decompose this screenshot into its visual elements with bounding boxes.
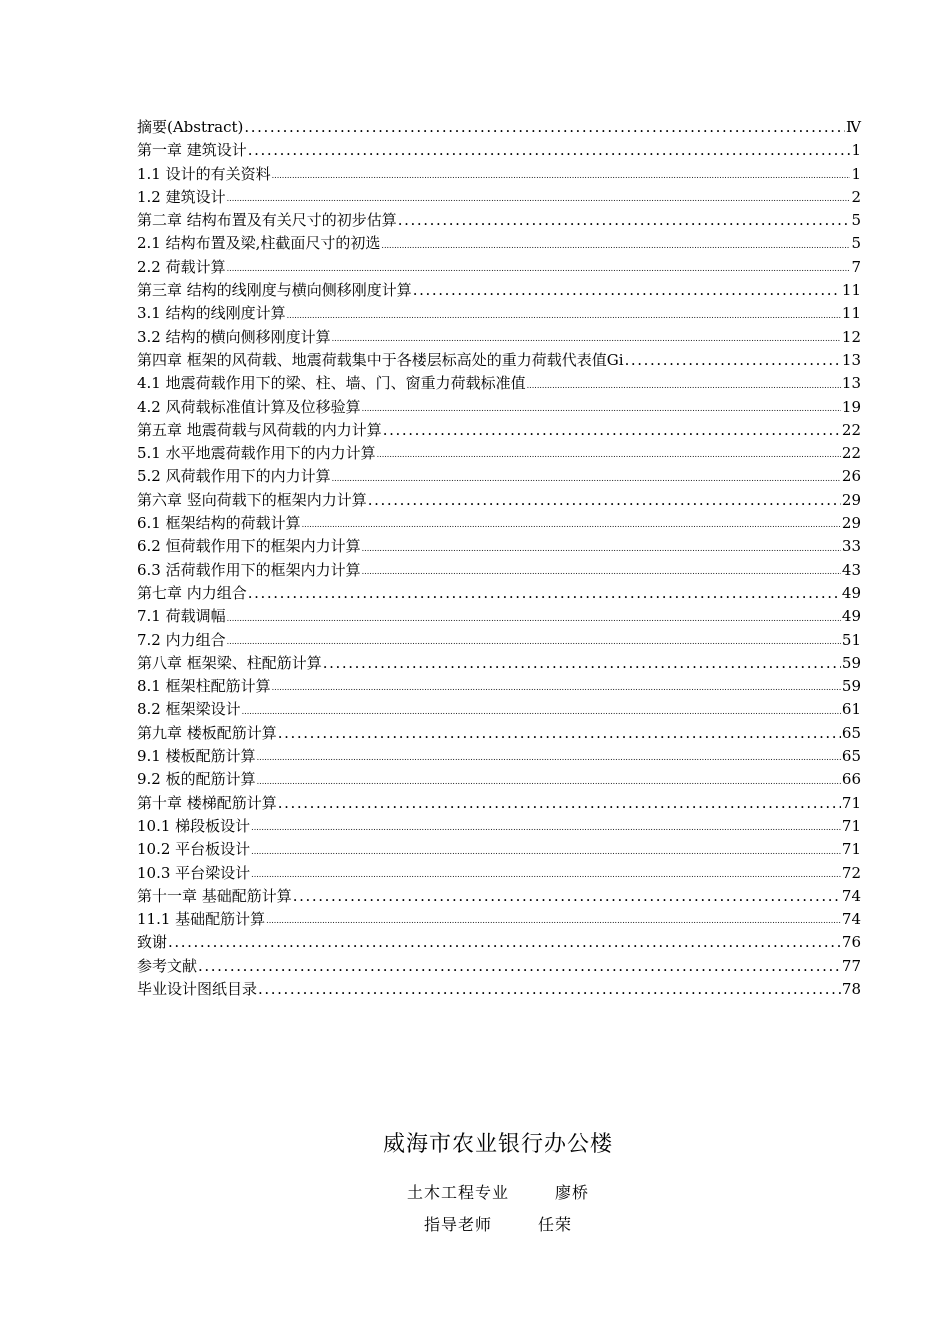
toc-entry[interactable] bbox=[137, 419, 861, 442]
document-title: 威海市农业银行办公楼 bbox=[382, 1132, 613, 1157]
toc-entry[interactable] bbox=[137, 279, 861, 302]
toc-dot-leader bbox=[168, 931, 841, 954]
toc-entry-page: 49 bbox=[841, 607, 861, 626]
toc-dot-leader bbox=[383, 419, 841, 442]
toc-entry-page: 65 bbox=[841, 723, 861, 742]
toc-dot-leader bbox=[251, 842, 841, 862]
toc-dot-leader bbox=[527, 376, 841, 396]
toc-dot-leader bbox=[227, 189, 851, 209]
toc-entry-page: 66 bbox=[841, 770, 861, 789]
toc-entry-title: 10.1 梯段板设计 bbox=[137, 816, 251, 835]
toc-entry-title: 3.2 结构的横向侧移刚度计算 bbox=[137, 327, 331, 346]
toc-entry-title: 5.2 风荷载作用下的内力计算 bbox=[137, 467, 331, 486]
toc-entry-title: 毕业设计图纸目录 bbox=[137, 979, 258, 998]
toc-entry-title: 第一章 建筑设计 bbox=[137, 141, 247, 160]
toc-dot-leader bbox=[244, 116, 845, 139]
toc-entry-page: 7 bbox=[851, 257, 861, 276]
toc-dot-leader bbox=[323, 652, 841, 675]
toc-dot-leader bbox=[257, 772, 841, 792]
toc-entry[interactable] bbox=[137, 675, 861, 698]
toc-entry-page: 51 bbox=[841, 630, 861, 649]
toc-entry-title: 6.3 活荷载作用下的框架内力计算 bbox=[137, 560, 361, 579]
toc-entry-page: 22 bbox=[841, 444, 861, 463]
toc-entry-page: 74 bbox=[841, 886, 861, 905]
toc-entry[interactable] bbox=[137, 955, 861, 978]
toc-entry-title: 4.2 风荷载标准值计算及位移验算 bbox=[137, 397, 361, 416]
toc-entry-title: 8.1 框架柱配筋计算 bbox=[137, 677, 271, 696]
toc-entry-title: 第五章 地震荷载与风荷载的内力计算 bbox=[137, 420, 382, 439]
toc-entry-page: 12 bbox=[841, 327, 861, 346]
toc-entry-title: 7.2 内力组合 bbox=[137, 630, 226, 649]
toc-entry-title: 第十章 楼梯配筋计算 bbox=[137, 793, 277, 812]
toc-entry-page: 1 bbox=[851, 164, 861, 183]
toc-entry-title: 参考文献 bbox=[137, 956, 198, 975]
toc-entry-page: 5 bbox=[851, 234, 861, 253]
toc-entry[interactable] bbox=[137, 885, 861, 908]
toc-entry[interactable] bbox=[137, 582, 861, 605]
toc-entry-title: 摘要(Abstract) bbox=[137, 118, 244, 136]
toc-entry-page: Ⅳ bbox=[846, 118, 861, 136]
toc-entry-page: 2 bbox=[851, 187, 861, 206]
toc-entry-title: 6.2 恒荷载作用下的框架内力计算 bbox=[137, 537, 361, 556]
toc-entry-page: 78 bbox=[841, 979, 861, 998]
toc-entry[interactable] bbox=[137, 186, 861, 209]
toc-entry[interactable] bbox=[137, 605, 861, 628]
toc-entry-title: 3.1 结构的线刚度计算 bbox=[137, 304, 286, 323]
advisor-name: 任荣 bbox=[538, 1215, 573, 1234]
toc-entry[interactable] bbox=[137, 768, 861, 791]
toc-entry-title: 5.1 水平地震荷载作用下的内力计算 bbox=[137, 444, 376, 463]
toc-entry-page: 71 bbox=[841, 840, 861, 859]
toc-dot-leader bbox=[242, 702, 841, 722]
toc-entry-page: 13 bbox=[841, 374, 861, 393]
toc-entry-title: 第二章 结构布置及有关尺寸的初步估算 bbox=[137, 211, 397, 230]
toc-dot-leader bbox=[248, 582, 841, 605]
toc-entry[interactable] bbox=[137, 792, 861, 815]
toc-entry-page: 71 bbox=[841, 816, 861, 835]
toc-entry-page: 76 bbox=[841, 933, 861, 952]
toc-entry[interactable] bbox=[137, 652, 861, 675]
author-major: 土木工程专业 bbox=[406, 1183, 509, 1202]
toc-entry-title: 第八章 框架梁、柱配筋计算 bbox=[137, 653, 322, 672]
toc-entry-page: 11 bbox=[841, 281, 861, 300]
toc-entry[interactable] bbox=[137, 349, 861, 372]
toc-dot-leader bbox=[287, 306, 841, 326]
toc-entry[interactable] bbox=[137, 163, 861, 186]
toc-entry-title: 致谢 bbox=[137, 933, 168, 952]
toc-entry[interactable] bbox=[137, 465, 861, 488]
toc-entry-title: 第六章 竖向荷载下的框架内力计算 bbox=[137, 490, 367, 509]
toc-entry[interactable] bbox=[137, 116, 861, 139]
toc-entry-title: 4.1 地震荷载作用下的梁、柱、墙、门、窗重力荷载标准值 bbox=[137, 374, 526, 393]
toc-dot-leader bbox=[251, 818, 841, 838]
advisor-line bbox=[0, 1212, 950, 1235]
toc-entry-title: 9.2 板的配筋计算 bbox=[137, 770, 256, 789]
toc-entry-page: 26 bbox=[841, 467, 861, 486]
toc-dot-leader bbox=[251, 865, 841, 885]
toc-dot-leader bbox=[413, 279, 841, 302]
toc-entry-title: 10.3 平台梁设计 bbox=[137, 863, 251, 882]
table-of-contents bbox=[137, 116, 861, 1001]
toc-entry-page: 13 bbox=[841, 350, 861, 369]
toc-dot-leader bbox=[362, 399, 841, 419]
toc-dot-leader bbox=[248, 139, 851, 162]
toc-entry-page: 61 bbox=[841, 700, 861, 719]
toc-entry[interactable] bbox=[137, 535, 861, 558]
toc-entry-page: 1 bbox=[851, 141, 861, 160]
toc-entry-title: 2.1 结构布置及梁,柱截面尺寸的初选 bbox=[137, 234, 381, 253]
toc-entry-page: 22 bbox=[841, 420, 861, 439]
toc-entry-page: 29 bbox=[841, 514, 861, 533]
toc-dot-leader bbox=[381, 236, 850, 256]
toc-entry[interactable] bbox=[137, 722, 861, 745]
toc-entry-title: 10.2 平台板设计 bbox=[137, 840, 251, 859]
toc-dot-leader bbox=[266, 911, 841, 931]
toc-entry-page: 29 bbox=[841, 490, 861, 509]
toc-entry-title: 第十一章 基础配筋计算 bbox=[137, 886, 292, 905]
toc-entry-title: 8.2 框架梁设计 bbox=[137, 700, 241, 719]
toc-dot-leader bbox=[332, 469, 841, 489]
toc-entry-title: 6.1 框架结构的荷载计算 bbox=[137, 514, 301, 533]
toc-dot-leader bbox=[625, 349, 841, 372]
toc-entry-page: 59 bbox=[841, 677, 861, 696]
toc-entry-title: 第九章 楼板配筋计算 bbox=[137, 723, 277, 742]
author-line bbox=[0, 1180, 950, 1203]
toc-dot-leader bbox=[272, 678, 841, 698]
author-name: 廖桥 bbox=[555, 1183, 590, 1202]
toc-entry[interactable] bbox=[137, 442, 861, 465]
toc-entry[interactable] bbox=[137, 698, 861, 721]
toc-entry-title: 第七章 内力组合 bbox=[137, 583, 247, 602]
toc-dot-leader bbox=[227, 609, 841, 629]
toc-entry[interactable] bbox=[137, 512, 861, 535]
toc-entry[interactable] bbox=[137, 302, 861, 325]
toc-dot-leader bbox=[377, 445, 841, 465]
toc-dot-leader bbox=[278, 722, 841, 745]
toc-entry[interactable] bbox=[137, 139, 861, 162]
toc-dot-leader bbox=[227, 259, 851, 279]
toc-entry-page: 65 bbox=[841, 747, 861, 766]
toc-entry[interactable] bbox=[137, 396, 861, 419]
toc-entry-title: 2.2 荷载计算 bbox=[137, 257, 226, 276]
toc-entry-page: 11 bbox=[841, 304, 861, 323]
toc-dot-leader bbox=[302, 515, 841, 535]
toc-entry[interactable] bbox=[137, 908, 861, 931]
toc-entry-page: 43 bbox=[841, 560, 861, 579]
toc-dot-leader bbox=[272, 166, 851, 186]
toc-entry[interactable] bbox=[137, 326, 861, 349]
toc-entry[interactable] bbox=[137, 489, 861, 512]
toc-entry[interactable] bbox=[137, 232, 861, 255]
toc-entry[interactable] bbox=[137, 372, 861, 395]
toc-entry-title: 9.1 楼板配筋计算 bbox=[137, 747, 256, 766]
advisor-label: 指导老师 bbox=[423, 1215, 492, 1234]
toc-entry-title: 11.1 基础配筋计算 bbox=[137, 910, 266, 929]
toc-dot-leader bbox=[362, 562, 841, 582]
toc-dot-leader bbox=[257, 748, 841, 768]
toc-dot-leader bbox=[227, 632, 841, 652]
toc-dot-leader bbox=[398, 209, 851, 232]
toc-entry[interactable] bbox=[137, 862, 861, 885]
toc-entry[interactable] bbox=[137, 209, 861, 232]
toc-dot-leader bbox=[278, 792, 841, 815]
toc-entry-title: 第四章 框架的风荷载、地震荷载集中于各楼层标高处的重力荷载代表值Gi bbox=[137, 350, 624, 369]
toc-entry-title: 1.2 建筑设计 bbox=[137, 187, 226, 206]
toc-entry[interactable] bbox=[137, 815, 861, 838]
toc-dot-leader bbox=[258, 978, 841, 1001]
toc-dot-leader bbox=[362, 539, 841, 559]
toc-dot-leader bbox=[332, 329, 841, 349]
toc-entry[interactable] bbox=[137, 931, 861, 954]
toc-entry-page: 5 bbox=[851, 211, 861, 230]
toc-entry-title: 7.1 荷载调幅 bbox=[137, 607, 226, 626]
toc-entry-page: 74 bbox=[841, 910, 861, 929]
toc-dot-leader bbox=[293, 885, 841, 908]
toc-entry-page: 77 bbox=[841, 956, 861, 975]
toc-entry[interactable] bbox=[137, 978, 861, 1001]
toc-entry-title: 第三章 结构的线刚度与横向侧移刚度计算 bbox=[137, 281, 412, 300]
toc-entry-page: 72 bbox=[841, 863, 861, 882]
toc-entry-page: 59 bbox=[841, 653, 861, 672]
toc-dot-leader bbox=[198, 955, 841, 978]
toc-entry[interactable] bbox=[137, 256, 861, 279]
toc-dot-leader bbox=[368, 489, 841, 512]
toc-entry-title: 1.1 设计的有关资料 bbox=[137, 164, 271, 183]
toc-entry-page: 49 bbox=[841, 583, 861, 602]
toc-entry[interactable] bbox=[137, 629, 861, 652]
toc-entry[interactable] bbox=[137, 838, 861, 861]
toc-entry[interactable] bbox=[137, 745, 861, 768]
toc-entry[interactable] bbox=[137, 559, 861, 582]
toc-entry-page: 71 bbox=[841, 793, 861, 812]
toc-entry-page: 33 bbox=[841, 537, 861, 556]
toc-entry-page: 19 bbox=[841, 397, 861, 416]
